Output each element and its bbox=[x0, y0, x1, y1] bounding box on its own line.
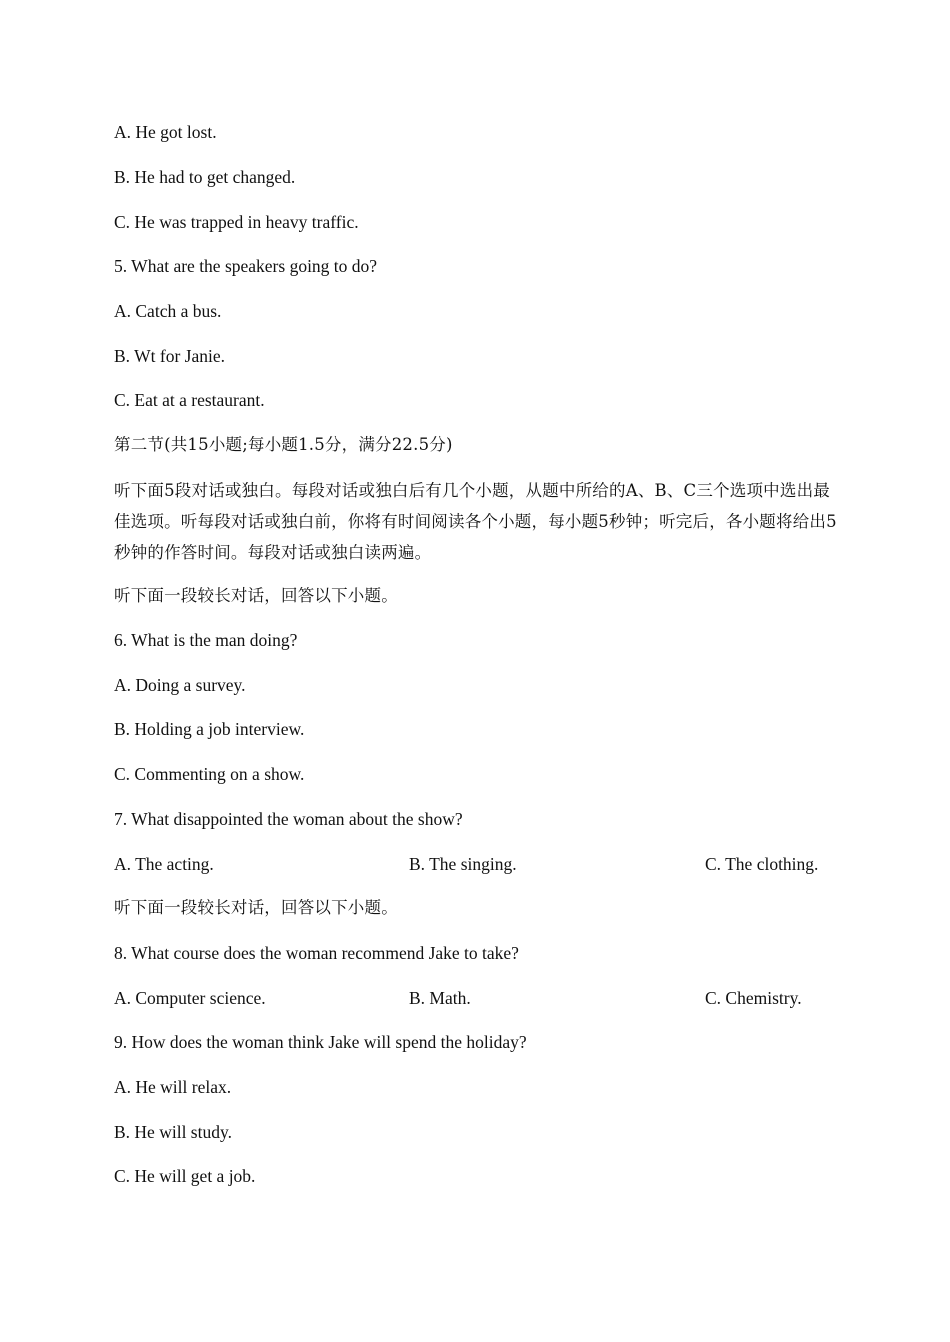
q4-option-b: B. He had to get changed. bbox=[114, 167, 296, 187]
q5-option-c: C. Eat at a restaurant. bbox=[114, 390, 265, 410]
dialog-intro-1: 听下面一段较长对话，回答以下小题。 bbox=[114, 586, 398, 605]
q9-option-c: C. He will get a job. bbox=[114, 1166, 256, 1186]
q9-option-a: A. He will relax. bbox=[114, 1077, 232, 1097]
q7-option-b: B. The singing. bbox=[409, 854, 517, 874]
q5-question: 5. What are the speakers going to do? bbox=[114, 256, 378, 276]
q4-option-c: C. He was trapped in heavy traffic. bbox=[114, 212, 359, 232]
q7-option-a: A. The acting. bbox=[114, 854, 214, 874]
q5-option-a: A. Catch a bus. bbox=[114, 301, 222, 321]
dialog-intro-2: 听下面一段较长对话，回答以下小题。 bbox=[114, 898, 398, 917]
q6-question: 6. What is the man doing? bbox=[114, 630, 298, 650]
q6-option-a: A. Doing a survey. bbox=[114, 675, 246, 695]
q6-option-c: C. Commenting on a show. bbox=[114, 764, 305, 784]
q9-option-b: B. He will study. bbox=[114, 1122, 232, 1142]
section2-heading: 第二节(共15小题;每小题1.5分，满分22.5分) bbox=[114, 435, 453, 454]
q8-option-b: B. Math. bbox=[409, 988, 471, 1008]
q9-question: 9. How does the woman think Jake will spend the holiday? bbox=[114, 1032, 527, 1052]
q8-option-a: A. Computer science. bbox=[114, 988, 266, 1008]
q5-option-b: B. Wt for Janie. bbox=[114, 346, 225, 366]
section2-instructions: 听下面5段对话或独白。每段对话或独白后有几个小题，从题中所给的A、B、C三个选项中选出最佳选项。听每段对话或独白前，你将有时间阅读各个小题，每小题5秒钟；听完后，各小题将给出5秒钟的作答时间。每段对话或独白读两遍。 bbox=[114, 481, 837, 562]
q7-option-c: C. The clothing. bbox=[705, 854, 819, 874]
q8-option-c: C. Chemistry. bbox=[705, 988, 802, 1008]
q7-question: 7. What disappointed the woman about the show? bbox=[114, 809, 463, 829]
q8-question: 8. What course does the woman recommend Jake to take? bbox=[114, 943, 519, 963]
q6-option-b: B. Holding a job interview. bbox=[114, 719, 305, 739]
q4-option-a: A. He got lost. bbox=[114, 122, 217, 142]
